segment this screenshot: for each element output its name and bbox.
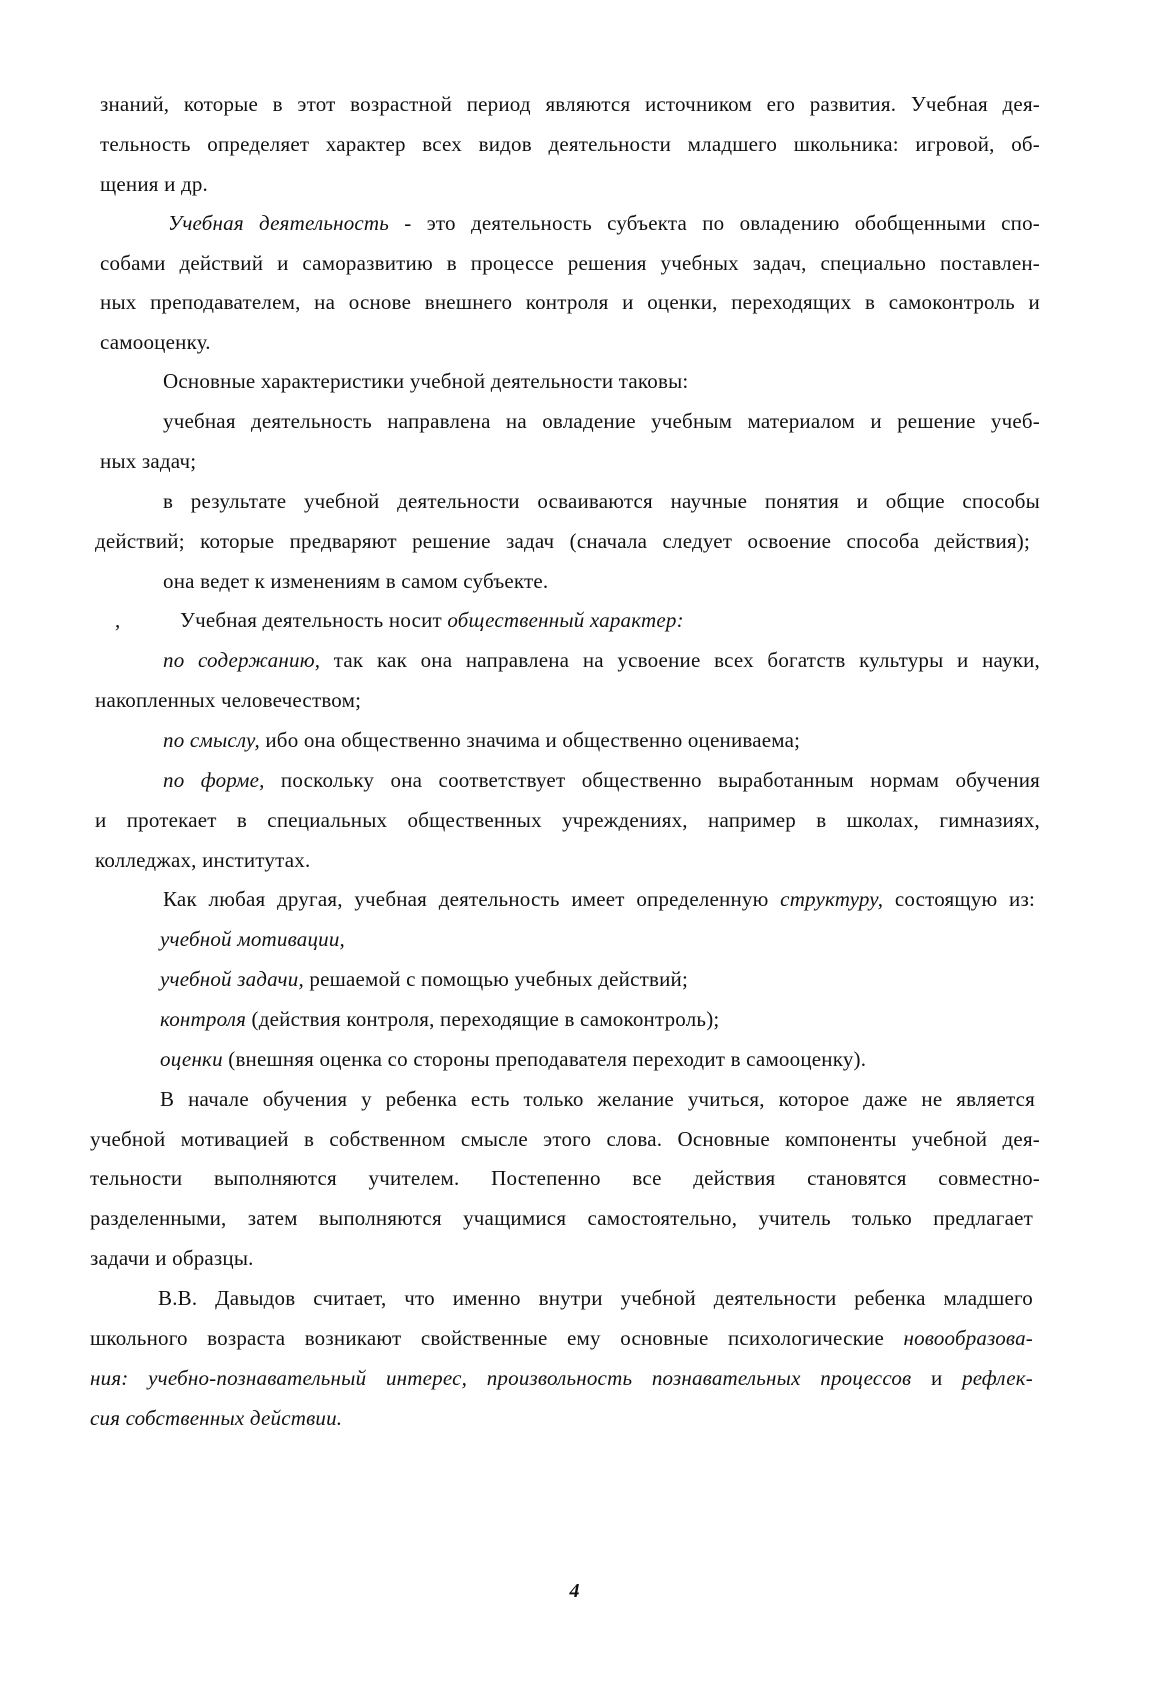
italic-term: структуру, [780, 887, 884, 911]
text-run: - это деятельность субъекта по овладению обобщенными спо- [389, 211, 1040, 235]
text-line [158, 1284, 1033, 1312]
text-line [100, 447, 196, 475]
text-line [168, 209, 1040, 237]
text-run: ибо она общественно значима и общественно оцениваема; [259, 728, 801, 752]
text-run: самооценку. [100, 330, 211, 354]
text-run: учебной мотивацией в собственном смысле этого слова. Основные компоненты учебной дея- [90, 1127, 1040, 1151]
text-run: тельность определяет характер всех видов деятельности младшего школьника: игровой, об- [100, 132, 1040, 156]
italic-term: контроля [160, 1007, 247, 1031]
italic-term: оценки [160, 1047, 223, 1071]
text-run: состоящую из: [883, 887, 1035, 911]
text-run: , [115, 608, 121, 632]
text-run: разделенными, затем выполняются учащимися самостоятельно, учитель только предлагает [90, 1206, 1033, 1230]
text-line [163, 367, 688, 395]
text-run: она ведет к изменениям в самом субъекте. [163, 569, 549, 593]
text-line [100, 249, 1040, 277]
italic-term: по форме, [163, 768, 265, 792]
text-run: и протекает в специальных общественных учреждениях, например в школах, гимназиях, [95, 808, 1040, 832]
text-run: собами действий и саморазвитию в процессе решения учебных задач, специально поставлен- [100, 251, 1040, 275]
text-run: Учебная деятельность носит [180, 608, 448, 632]
text-line [100, 288, 1040, 316]
text-line [90, 1164, 1040, 1192]
text-line [163, 766, 1040, 794]
italic-term: по смыслу, [163, 728, 260, 752]
text-run: ных преподавателем, на основе внешнего контроля и оценки, переходящих в самоконтроль и [100, 290, 1040, 314]
italic-term: Учебная деятельность [168, 211, 390, 235]
text-line [163, 885, 1035, 913]
text-run: (действия контроля, переходящие в самоконтроль); [246, 1007, 720, 1031]
text-run: учебная деятельность направлена на овладение учебным материалом и решение учеб- [163, 409, 1040, 433]
text-run: задачи и образцы. [90, 1246, 254, 1270]
text-run: поскольку она соответствует общественно выработанным нормам обучения [264, 768, 1040, 792]
text-run: колледжах, институтах. [95, 848, 311, 872]
text-run: ных задач; [100, 449, 197, 473]
text-line [90, 1204, 1033, 1232]
text-run: щения и др. [100, 172, 208, 196]
text-line [100, 90, 1040, 118]
text-run: тельности выполняются учителем. Постепенно все действия становятся совместно- [90, 1166, 1040, 1190]
text-run: действий; которые предваряют решение задач (сначала следует освоение способа действия); [95, 529, 1030, 553]
text-line [95, 686, 361, 714]
text-line [95, 806, 1040, 834]
italic-term: общественный характер: [447, 608, 684, 632]
text-line [100, 170, 208, 198]
text-line [163, 407, 1040, 435]
text-line [90, 1404, 342, 1432]
text-line [90, 1324, 1033, 1352]
text-line [163, 567, 548, 595]
text-line [160, 965, 688, 993]
italic-term: рефлек- [962, 1366, 1033, 1390]
text-line [90, 1364, 1033, 1392]
italic-term: учебной задачи, [160, 967, 304, 991]
text-line [160, 925, 345, 953]
text-run: так как она направлена на усвоение всех богатств культуры и науки, [320, 648, 1040, 672]
text-run: решаемой с помощью учебных действий; [303, 967, 688, 991]
text-line [90, 1125, 1040, 1153]
text-line [160, 1045, 866, 1073]
text-line [160, 1085, 1035, 1113]
text-line [160, 1005, 719, 1033]
text-line [163, 487, 1040, 515]
text-run: школьного возраста возникают свойственные ему основные психологические [90, 1326, 904, 1350]
text-line [100, 328, 211, 356]
text-run: накопленных человечеством; [95, 688, 362, 712]
text-run: и [911, 1366, 963, 1390]
text-run: в результате учебной деятельности осваиваются научные понятия и общие способы [163, 489, 1040, 513]
italic-term: ния: учебно-познавательный интерес, произвольность познавательных процессов [90, 1366, 912, 1390]
text-line [90, 1244, 254, 1272]
text-run: (внешняя оценка со стороны преподавателя переходит в самооценку). [222, 1047, 867, 1071]
text-line [115, 606, 120, 634]
text-line [163, 726, 800, 754]
page-number: 4 [569, 1580, 580, 1602]
text-line [100, 130, 1040, 158]
italic-term: новообразова- [903, 1326, 1033, 1350]
text-run: Как любая другая, учебная деятельность имеет определенную [163, 887, 781, 911]
text-line [163, 646, 1040, 674]
italic-term: по содержанию, [163, 648, 321, 672]
text-run: В начале обучения у ребенка есть только желание учиться, которое даже не является [160, 1087, 1035, 1111]
text-line [95, 527, 1030, 555]
text-run: знаний, которые в этот возрастной период являются источником его развития. Учебная дея- [100, 92, 1040, 116]
italic-term: учебной мотивации, [160, 927, 346, 951]
text-line [95, 846, 310, 874]
text-run: В.В. Давыдов считает, что именно внутри учебной деятельности ребенка младшего [158, 1286, 1033, 1310]
text-run: Основные характеристики учебной деятельности таковы: [163, 369, 689, 393]
italic-term: сия собственных действии. [90, 1406, 343, 1430]
text-line [180, 606, 684, 634]
